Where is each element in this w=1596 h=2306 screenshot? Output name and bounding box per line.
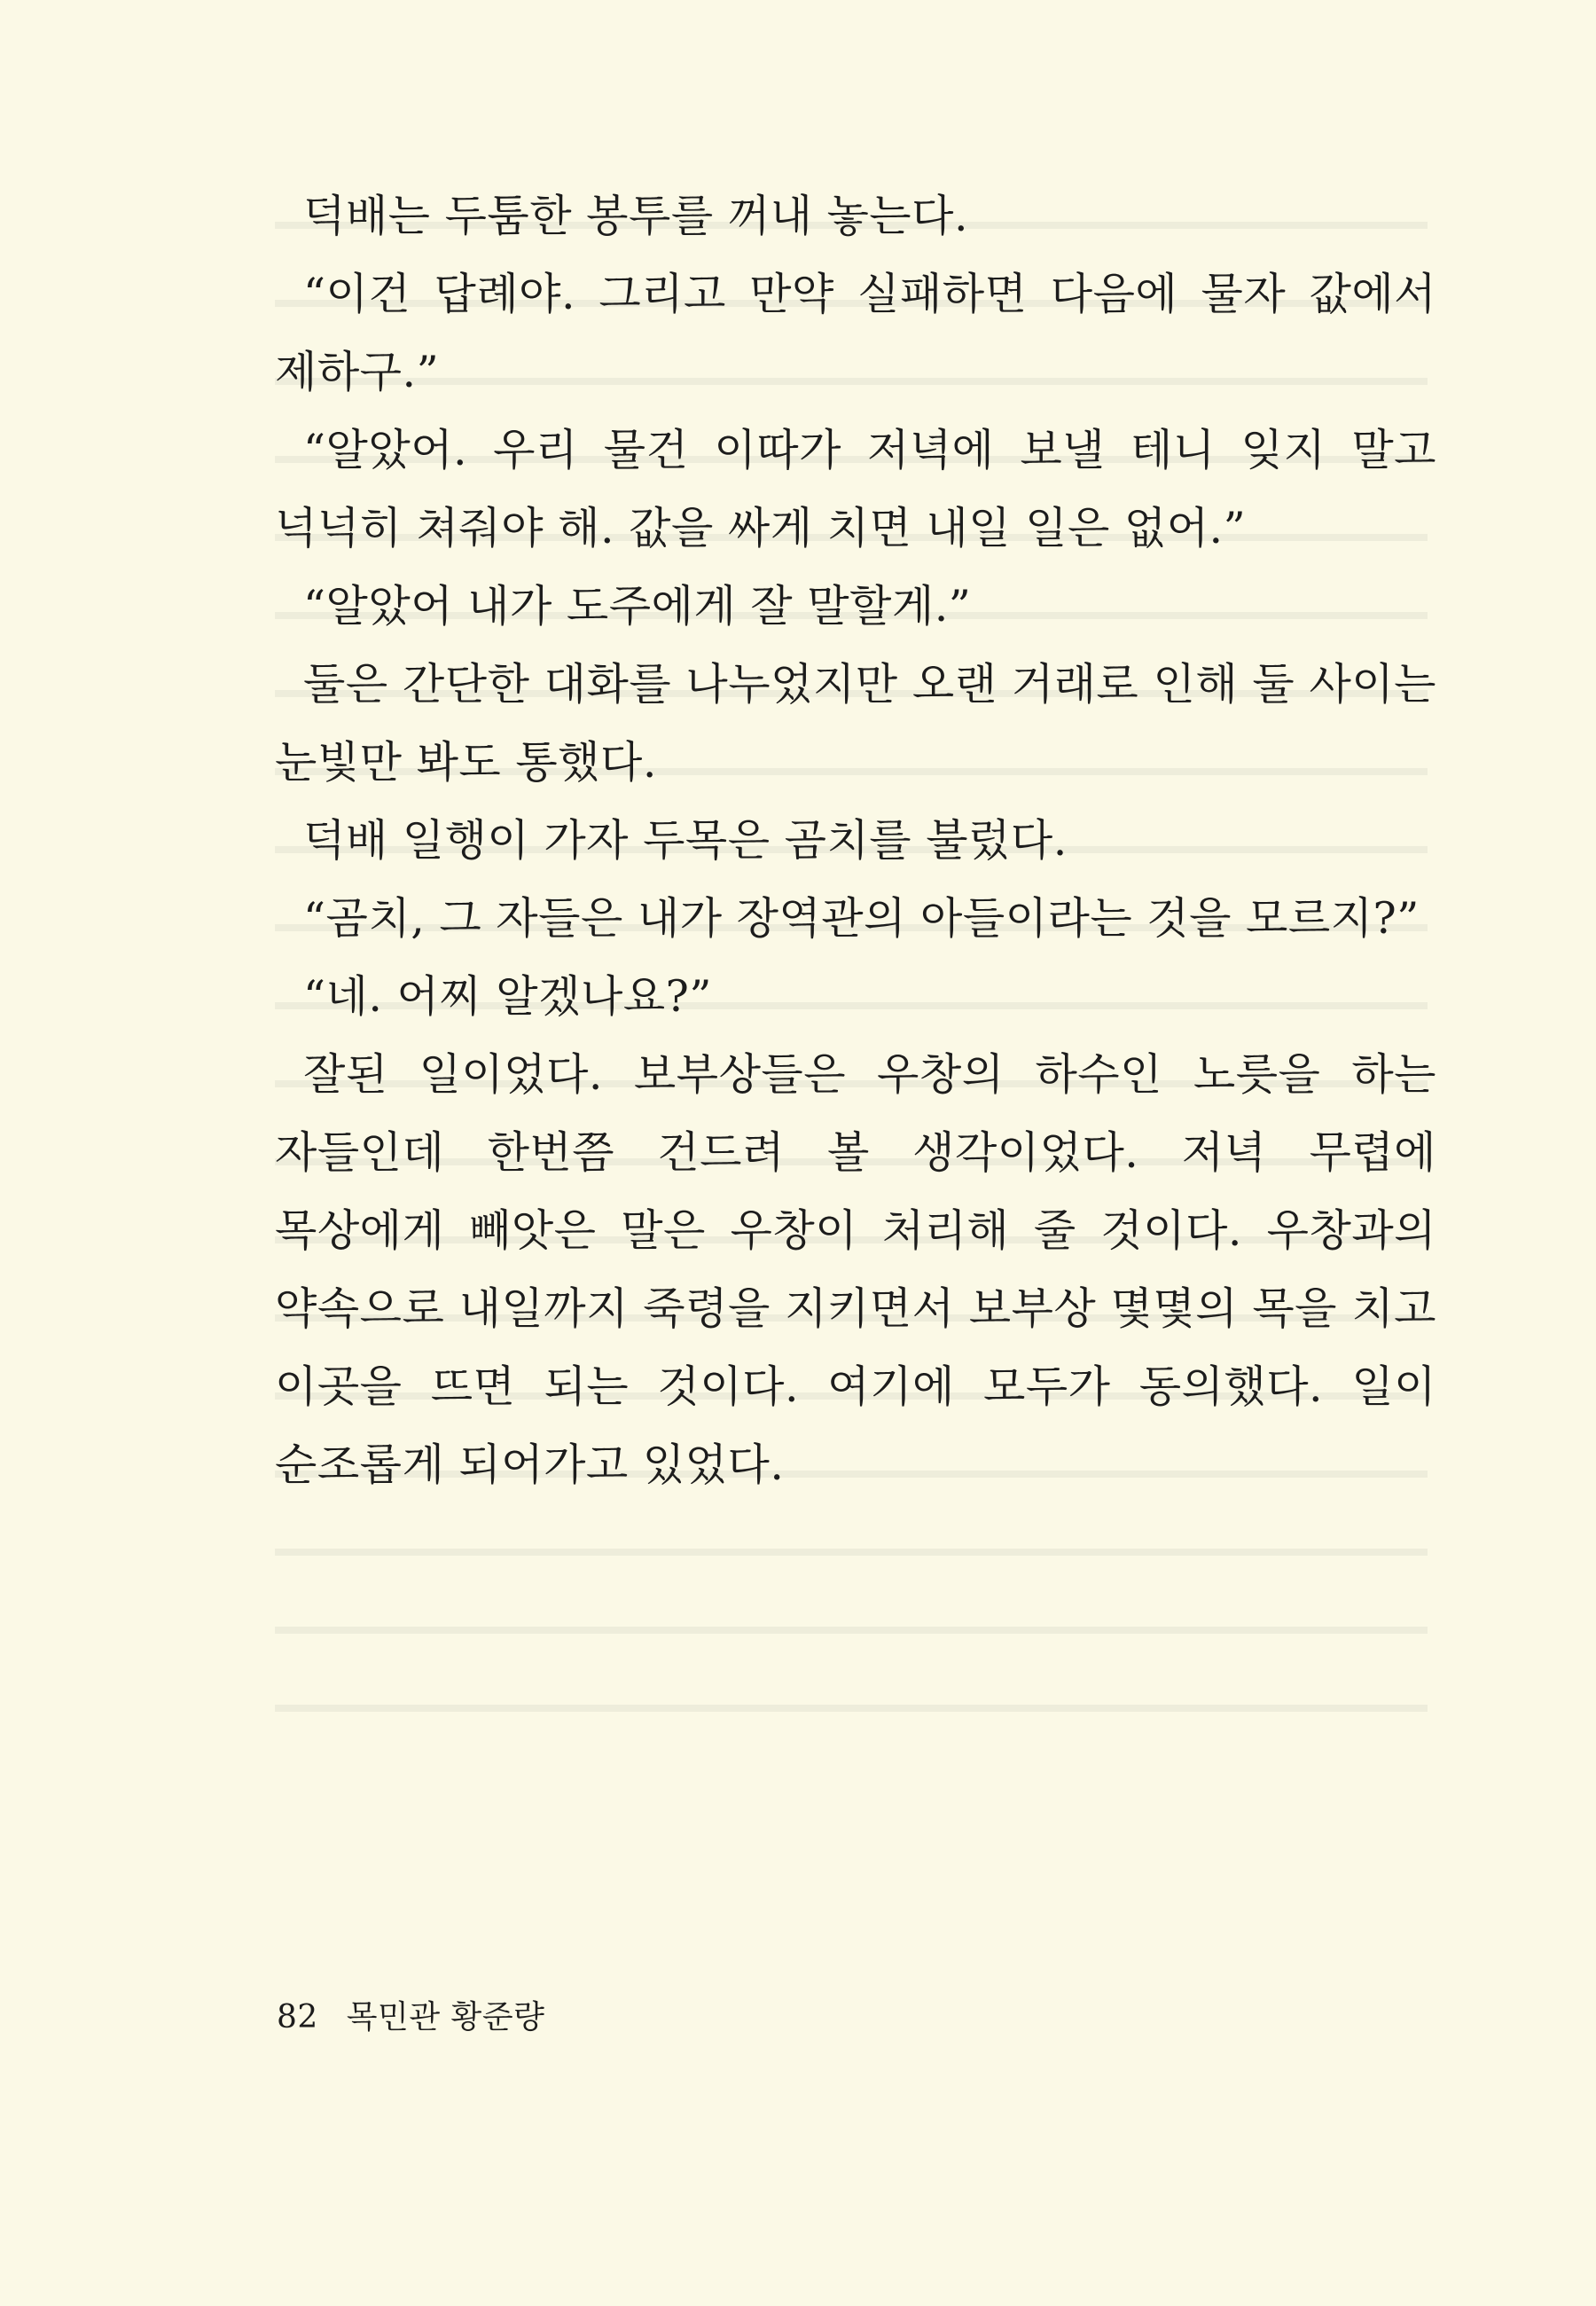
paragraph: “알았어 내가 도주에게 잘 말할게.” <box>303 581 972 631</box>
page-number: 82 <box>277 1999 318 2035</box>
paragraph: “이건 답례야. 그리고 만약 실패하면 다음에 물자 값에서 제하구.” <box>275 269 1436 397</box>
book-title: 목민관 황준량 <box>346 1999 545 2035</box>
paragraph: 덕배 일행이 가자 두목은 곰치를 불렀다. <box>303 815 1068 866</box>
paragraph: 둘은 간단한 대화를 나누었지만 오랜 거래로 인해 둘 사이는 눈빛만 봐도 통했다. <box>275 659 1436 788</box>
paragraph: “네. 어찌 알겠나요?” <box>303 971 712 1022</box>
page-footer <box>277 1996 544 2040</box>
paragraph: “알았어. 우리 물건 이따가 저녁에 보낼 테니 잊지 말고 넉넉히 쳐줘야 해. 값을 싸게 치면 내일 일은 없어.” <box>275 425 1436 553</box>
paragraph: 덕배는 두툼한 봉투를 꺼내 놓는다. <box>303 191 969 241</box>
paragraph: 잘된 일이었다. 보부상들은 우창의 하수인 노릇을 하는 자들인데 한번쯤 건드려 볼 생각이었다. 저녁 무렵에 목상에게 빼앗은 말은 우창이 처리해 줄 것이다. 우창과의 약속으로 내일까지 죽령을 지키면서 보부상 몇몇의 목을 치고 이곳을 뜨면 되는 것이다. 여기에 모두가 동의했다. 일이 순조롭게 되어가고 있었다. <box>275 1049 1436 1490</box>
paragraph: “곰치, 그 자들은 내가 장역관의 아들이라는 것을 모르지?” <box>303 893 1420 944</box>
body-text <box>275 177 1436 1504</box>
